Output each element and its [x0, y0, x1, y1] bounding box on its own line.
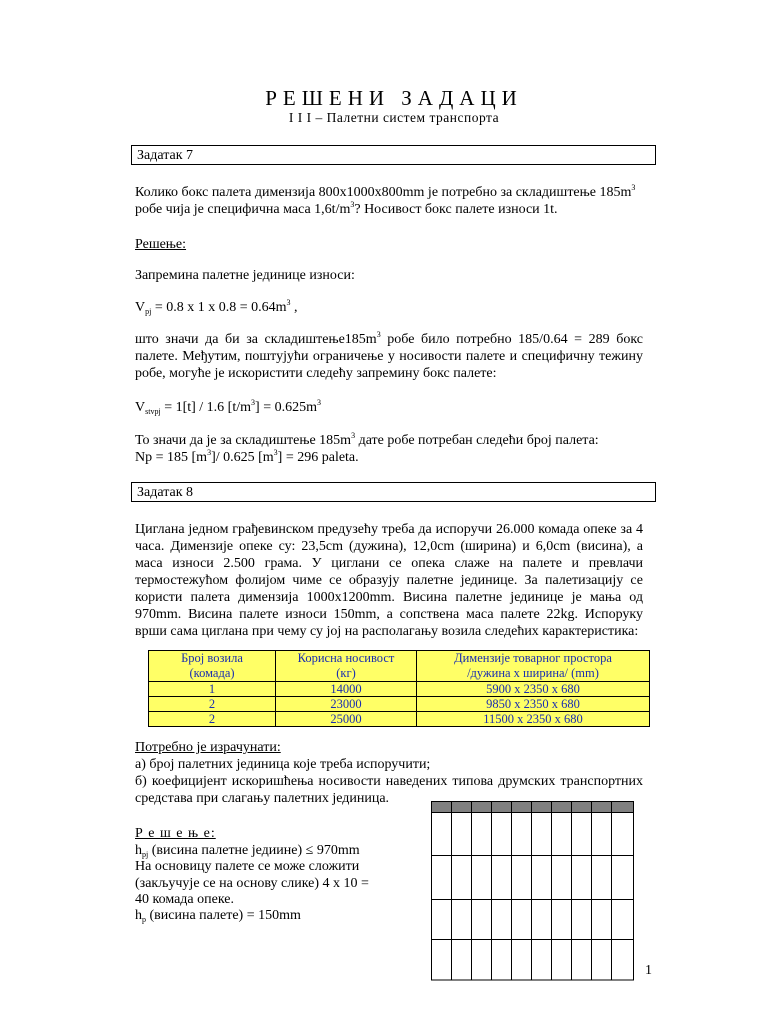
table-cell: 25000: [276, 712, 417, 727]
formula-part: ] = 0.625m: [255, 400, 317, 415]
subscript: stvpj: [145, 407, 161, 416]
vehicles-table: [148, 650, 650, 727]
table-cell: 2: [149, 697, 276, 712]
column-header: [417, 651, 650, 682]
question-text: Колико бокс палета димензија 800x1000x800mm је потребно за складиштење 185m: [135, 185, 632, 200]
task-7-header: Задатак 7: [131, 145, 656, 165]
vstv-formula: [135, 399, 643, 416]
superscript: 3: [376, 330, 381, 339]
vpj-formula: [135, 299, 643, 316]
table-cell: 9850 x 2350 x 680: [417, 697, 650, 712]
subscript: p: [142, 915, 146, 924]
hpj-line: [135, 842, 415, 859]
pallet-brick-layout-figure: [431, 801, 634, 981]
table-row: [149, 682, 650, 697]
table-cell: 1: [149, 682, 276, 697]
table-cell: 11500 x 2350 x 680: [417, 712, 650, 727]
figure-header-bar: [432, 802, 634, 813]
table-cell: 5900 x 2350 x 680: [417, 682, 650, 697]
table-row: [149, 697, 650, 712]
requirement-a: а) број палетних јединица које треба испоручити;: [135, 757, 431, 772]
table-row: [149, 712, 650, 727]
header-line: Корисна носивост: [297, 651, 395, 665]
task-8-solution-label: Р е ш е њ е:: [135, 826, 216, 841]
task-8-paragraph: Циглана једном грађевинском предузећу треба да испоручи 26.000 комада опеке за 4 часа. Димензије опеке су: 23,5cm (дужина), 12,0cm (ширина) и 6,0cm (висина), а маса износи 2.500 грама. У циглани се опека слаже на палете и превлачи термостежућом фолијом чиме се образују палетне јединице. За палетизацију се користи палета димензија 1000x1200mm. Висина палетне јединице је мања од 970mm. Висина палете износи 150mm, а сопствена маса палете 22kg. Испоруку врши сама циглана при чему су јој на располагању возила следећих карактеристика:: [135, 522, 643, 639]
formula-part: ] = 296 paleta.: [277, 450, 359, 465]
page-subtitle: I I I – Палетни систем транспорта: [288, 110, 500, 125]
task-7-solution-label: Решење:: [135, 237, 187, 252]
formula-part: Np = 185 [m: [135, 450, 208, 465]
task-7-paragraph-2: [135, 432, 643, 466]
question-text: ? Носивост бокс палете износи 1t.: [354, 202, 558, 217]
superscript: 3: [351, 431, 356, 440]
header-line: /дужина x ширина/ (mm): [467, 666, 599, 680]
table-cell: 14000: [276, 682, 417, 697]
task-7-paragraph-1: [135, 331, 643, 382]
formula-part: = 1[t] / 1.6 [t/m: [160, 400, 252, 415]
header-line: (комада): [189, 666, 235, 680]
question-text: робе чија је специфична маса 1,6t/m: [135, 202, 351, 217]
formula-part: (висина палетне једиине) ≤ 970mm: [148, 843, 360, 858]
paragraph-text: дате робе потребан следећи број палета:: [355, 433, 599, 448]
table-cell: 2: [149, 712, 276, 727]
formula-part: V: [135, 300, 146, 315]
superscript: 3: [316, 398, 321, 407]
required-label: Потребно је израчунати:: [135, 740, 281, 755]
paragraph-text: робе било потребно 185/0.64 = 289 бокс палете. Међутим, поштујући ограничење у носивости палете и специфичну тежину робе, могуће је искористити следећу запремину бокс палете:: [135, 332, 643, 381]
table-cell: 23000: [276, 697, 417, 712]
formula-part: = 0.8 x 1 x 0.8 = 0.64m: [151, 300, 287, 315]
formula-part: ,: [290, 300, 298, 315]
superscript: 3: [273, 448, 278, 457]
header-line: (кг): [336, 666, 356, 680]
hp-line: [135, 907, 415, 924]
volume-intro: Запремина палетне јединице износи:: [135, 268, 355, 283]
subscript: pj: [142, 850, 149, 859]
paragraph-text: што значи да би за складиштење185m: [135, 332, 377, 347]
table-header-row: [149, 651, 650, 682]
column-header: [276, 651, 417, 682]
page-number: 1: [645, 963, 652, 978]
superscript: 3: [207, 448, 212, 457]
superscript: 3: [286, 298, 291, 307]
superscript: 3: [631, 183, 636, 192]
paragraph-text: То значи да је за складиштење 185m: [135, 433, 352, 448]
page-title: РЕШЕНИ ЗАДАЦИ: [265, 86, 523, 110]
header-line: Број возила: [181, 651, 243, 665]
header-line: Димензије товарног простора: [454, 651, 612, 665]
requirement-b: б) коефицијент искоришћења носивости наведених типова друмских транспортних средстава при слагању палетних јединица.: [135, 774, 643, 806]
formula-part: ]/ 0.625 [m: [211, 450, 274, 465]
base-line-1: На основицу палете се може сложити: [135, 859, 360, 874]
superscript: 3: [350, 200, 355, 209]
base-line-2: (закључује се на основу слике) 4 x 10 =: [135, 876, 369, 891]
formula-part: h: [135, 908, 142, 923]
task-7-question: [135, 184, 643, 218]
figure-grid-lines: [431, 801, 634, 980]
subscript: pj: [145, 307, 152, 316]
base-line-3: 40 комада опеке.: [135, 892, 235, 907]
superscript: 3: [251, 398, 256, 407]
formula-part: (висина палете) = 150mm: [146, 908, 301, 923]
task-8-header: Задатак 8: [131, 482, 656, 502]
formula-part: h: [135, 843, 142, 858]
column-header: [149, 651, 276, 682]
formula-part: V: [135, 400, 146, 415]
